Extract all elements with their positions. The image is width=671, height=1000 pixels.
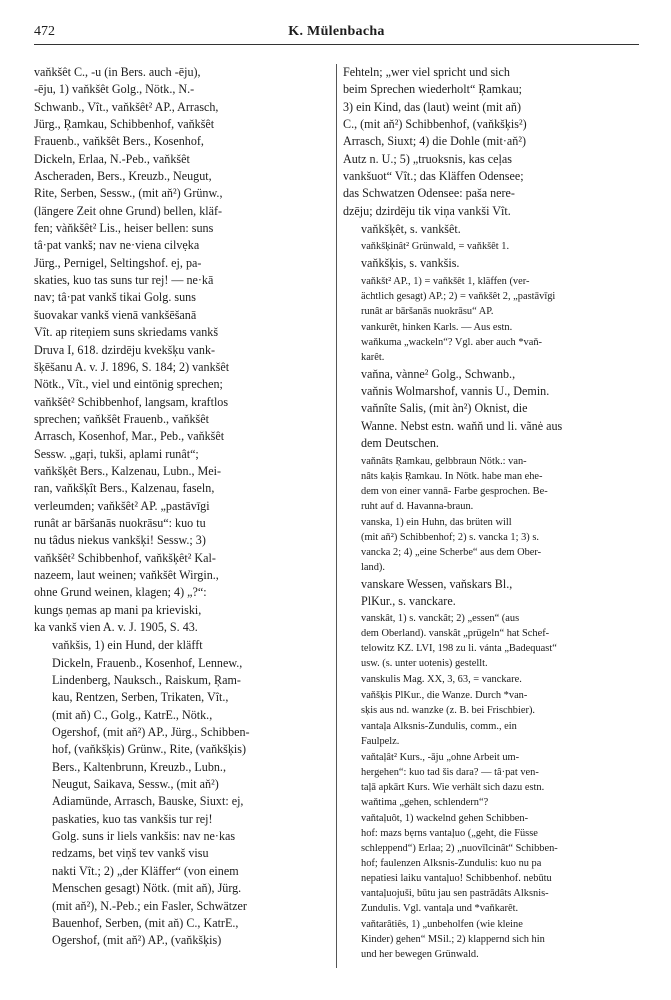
entry-line: nepatiesi laiku vantaļuo! Schibbenhof. nebūtu — [361, 873, 552, 885]
entry-line: ka vankš vien A. v. J. 1905, S. 43. — [34, 620, 198, 634]
entry-line: ohne Grund weinen, klagen; 4) „?“: — [34, 585, 207, 600]
right-column-entry — [343, 255, 639, 272]
entry-line: hof: mazs bẹrns vantaļuo („geht, die Füsse — [361, 828, 538, 840]
entry-line: Bers., Kaltenbrunn, Kreuzb., Lubn., — [52, 759, 226, 774]
entry-line: vanskare Wessen, vaňskars Bl., — [361, 576, 513, 591]
entry-line: runât ar bāršanās nuokrāsu“: kuo tu — [34, 515, 206, 530]
entry-line: fen; vàňkšêt² Lis., heiser bellen: suns — [34, 221, 214, 236]
entry-line: šuovakar vankš vienā vankšēšanā — [34, 307, 197, 322]
entry-line: hergehen“: kuo tad šis dara? — tâ·pat ven- — [361, 767, 539, 779]
entry-line: Kinder) gehen“ MSil.; 2) klappernd sich hin — [361, 934, 545, 946]
entry-line: Arrasch, Siuxt; 4) die Dohle (mit·aň²) — [343, 134, 526, 149]
entry-line: nu tâdus niekus vankšķi! Sessw.; 3) — [34, 533, 206, 548]
right-column-entry — [343, 64, 639, 220]
page-number: 472 — [34, 24, 55, 39]
entry-line: (mit aň) C., Golg., KatrE., Nötk., — [52, 707, 213, 722]
entry-line: vaňtarâtiês, 1) „unbeholfen (wie kleine — [361, 919, 523, 931]
right-column-entry — [343, 611, 639, 671]
entry-line: Adiamünde, Arrasch, Bauske, Siuxt: ej, — [52, 794, 244, 809]
page-header — [34, 20, 639, 45]
entry-line: dem von einer vannā- Farbe gesprochen. Be- — [361, 485, 548, 497]
entry-line: vaňkšt² AP., 1) = vaňkšêt 1, kläffen (ver- — [361, 275, 530, 287]
column-divider — [336, 64, 337, 968]
entry-line: Ogershof, (mit aň²) AP., Jürg., Schibben- — [52, 725, 250, 740]
right-column-entry — [343, 811, 639, 916]
entry-line: C., (mit aň²) Schibbenhof, (vaňkšķis²) — [343, 117, 527, 132]
entry-line: vaňnîte Salis, (mit àn²) Oknist, die — [361, 401, 528, 416]
entry-line: sprechen; vaňkšêt Frauenb., vaňkšêt — [34, 411, 209, 426]
entry-line: Lindenberg, Nauksch., Raiskum, Ŗam- — [52, 673, 241, 688]
entry-line: Wanne. Nebst estn. waňň und li. vãnė aus — [361, 418, 563, 433]
entry-line: vanskulis Mag. XX, 3, 63, = vanckare. — [361, 674, 522, 686]
entry-line: Druva I, 618. dzirdēju kvekšķu vank- — [34, 342, 216, 357]
right-column-entry — [343, 750, 639, 810]
entry-line: Rite, Serben, Sessw., (mit aň²) Grünw., — [34, 186, 223, 201]
entry-line: taļā apkārt Kurs. Wie verhält sich dazu estn. — [361, 782, 545, 794]
left-column — [34, 64, 330, 951]
entry-line: vaňtaļuôt, 1) wackelnd gehen Schibben- — [361, 813, 529, 825]
right-column-entry — [343, 320, 639, 365]
entry-line: karêt. — [361, 351, 385, 363]
entry-line: Ogershof, (mit aň²) AP., (vaňkšķis) — [52, 933, 222, 948]
entry-line: und her bewegen Grünwald. — [361, 949, 479, 961]
entry-line: vanska, 1) ein Huhn, das brüten will — [361, 516, 512, 528]
entry-line: Golg. suns ir liels vankšis: nav ne·kas — [52, 829, 236, 844]
entry-line: Fehteln; „wer viel spricht und sich — [343, 65, 510, 79]
entry-line: tâ·pat vankš; nav ne·viena cilvẹka — [34, 238, 200, 253]
entry-line: Frauenb., vaňkšêt Bers., Kosenhof, — [34, 134, 204, 149]
entry-line: Jürg., Ŗamkau, Schibbenhof, vaňkšêt — [34, 117, 215, 132]
right-column-entry — [343, 719, 639, 749]
entry-line: šķēšanu A. v. J. 1896, S. 184; 2) vankšêt — [34, 359, 230, 374]
entry-line: PlKur., s. vanckare. — [361, 593, 456, 608]
entry-line: skaties, kuo tas suns tur rej! — ne·kā — [34, 273, 214, 288]
entry-line: (mit aň²), N.-Peb.; ein Fasler, Schwätzer — [52, 898, 247, 913]
entry-line: Sessw. „gaŗi, tukši, aplami runât“; — [34, 446, 199, 461]
entry-line: Dickeln, Frauenb., Kosenhof, Lennew., — [52, 655, 243, 670]
entry-line: vaňkšķinât² Grünwald, = vaňkšêt 1. — [361, 241, 510, 253]
entry-line: vankurêt, hinken Karls. — Aus estn. — [361, 321, 513, 333]
entry-line: waňtima „gehen, schlendern“? — [361, 797, 489, 809]
entry-line: vaňkšis, 1) ein Hund, der kläfft — [52, 638, 203, 653]
left-column-entry — [34, 64, 330, 636]
right-column-entry — [343, 454, 639, 514]
right-column-entry — [343, 221, 639, 238]
entry-line: redzams, bet viņš tev vankš visu — [52, 846, 209, 861]
entry-line: Nötk., Vît., viel und eintönig sprechen; — [34, 377, 223, 392]
entry-line: vaňtaļât² Kurs., -āju „ohne Arbeit um- — [361, 752, 520, 764]
entry-line: ran, vaňkšķît Bers., Kalzenau, faseln, — [34, 481, 215, 496]
entry-line: -ēju, 1) vaňkšêt Golg., Nötk., N.- — [34, 82, 195, 97]
entry-line: Zundulis. Vgl. vantaļa und *vaňkarêt. — [361, 903, 519, 915]
entry-line: vanskât, 1) s. vanckât; 2) „essen“ (aus — [361, 613, 520, 625]
right-column-entry — [343, 917, 639, 962]
entry-line: Schwanb., Vît., vaňkšêt² AP., Arrasch, — [34, 99, 219, 114]
entry-line: ruht auf d. Havanna-braun. — [361, 500, 474, 512]
entry-line: Vît. ap riteņiem suns skriedams vankš — [34, 325, 219, 340]
running-title: K. Mülenbacha — [288, 24, 385, 39]
entry-line: dzēju; dzirdēju tik viņa vankši Vît. — [343, 203, 511, 218]
entry-line: vaňnis Wolmarshof, vannis U., Demin. — [361, 384, 550, 399]
entry-line: kau, Rentzen, Serben, Trikaten, Vît., — [52, 690, 229, 705]
entry-line: telowitz KZ. LVI, 198 zu li. vánta „Badequast“ — [361, 643, 557, 655]
entry-line: vankšuot“ Vît.; das Kläffen Odensee; — [343, 169, 524, 184]
entry-line: vancka 2; 4) „eine Scherbe“ aus dem Ober- — [361, 546, 542, 558]
entry-line: vaňna, vànne² Golg., Schwanb., — [361, 366, 516, 381]
entry-line: Neugut, Saikava, Sessw., (mit aň²) — [52, 777, 219, 792]
right-column-entry — [343, 688, 639, 718]
entry-line: nakti Vît.; 2) „der Kläffer“ (von einem — [52, 863, 239, 878]
entry-line: Jürg., Pernigel, Seltingshof. ej, pa- — [34, 255, 202, 270]
entry-line: nav; tâ·pat vankš tikai Golg. suns — [34, 290, 196, 305]
entry-line: vantaļuojuši, būtu jau sen pastrādâts Alksnis- — [361, 888, 549, 900]
entry-line: schleppend“) Erlaa; 2) „nuovīlcinât“ Schibben- — [361, 843, 558, 855]
entry-line: vaňkšķêt Bers., Kalzenau, Lubn., Mei- — [34, 463, 222, 478]
entry-line: Arrasch, Kosenhof, Mar., Peb., vaňkšêt — [34, 429, 225, 444]
entry-line: Dickeln, Erlaa, N.-Peb., vaňkšêt — [34, 151, 190, 166]
entry-line: waňkuma „wackeln“? Vgl. aber auch *vaň- — [361, 336, 542, 348]
entry-line: Faulpelz. — [361, 736, 400, 748]
entry-line: vaňkšêt² Schibbenhof, langsam, kraftlos — [34, 394, 229, 409]
entry-line: ächtlich gesagt) AP.; 2) = vaňkšêt 2, „pastāvīgi — [361, 290, 556, 302]
entry-line: dem Oberland). vanskât „prügeln“ hat Schef- — [361, 628, 550, 640]
entry-line: Menschen gesagt) Nötk. (mit aň), Jürg. — [52, 881, 242, 896]
right-column-entry — [343, 576, 639, 611]
entry-line: (längere Zeit ohne Grund) bellen, kläf- — [34, 203, 223, 218]
entry-line: vantaļa Alksnis-Zundulis, comm., ein — [361, 721, 517, 733]
entry-line: paskaties, kuo tas vankšis tur rej! — [52, 811, 213, 826]
right-column-entry — [343, 672, 639, 687]
entry-line: runât ar bāršanās nuokrāsu“ AP. — [361, 305, 494, 317]
right-column-entry — [343, 515, 639, 575]
entry-line: vaňkšêt C., -u (in Bers. auch -ēju), — [34, 65, 201, 79]
entry-line: vaňkšķis, s. vankšis. — [361, 256, 460, 271]
entry-line: hof; faulenzen Alksnis-Zundulis: kuo nu pa — [361, 858, 542, 870]
entry-line: Autz n. U.; 5) „truoksnis, kas ceļas — [343, 151, 512, 166]
entry-line: (mit aň²) Schibbenhof; 2) s. vancka 1; 3) s. — [361, 531, 539, 543]
right-column-entry — [343, 366, 639, 453]
entry-line: Ascheraden, Bers., Kreuzb., Neugut, — [34, 169, 212, 184]
entry-line: sķis aus nd. wanzke (z. B. bei Frischbier). — [361, 705, 536, 717]
right-column-entry — [343, 274, 639, 319]
entry-line: dem Deutschen. — [361, 436, 439, 451]
entry-line: land). — [361, 561, 385, 573]
right-column-entry — [343, 239, 639, 254]
left-column-entry — [34, 637, 330, 949]
entry-line: das Schwatzen Odensee: paša nere- — [343, 186, 515, 201]
entry-line: 3) ein Kind, das (laut) weint (mit aň) — [343, 99, 521, 114]
right-column — [343, 64, 639, 963]
entry-line: beim Sprechen wiederholt“ Ŗamkau; — [343, 82, 522, 97]
entry-line: vaňšķis PlKur., die Wanze. Durch *van- — [361, 690, 528, 702]
entry-line: hof, (vaňkšķis) Grünw., Rite, (vaňkšķis) — [52, 742, 247, 757]
entry-line: nâts kaķis Ŗamkau. In Nötk. habe man ehe- — [361, 470, 543, 482]
entry-line: usw. (s. unter uotenis) gestellt. — [361, 658, 488, 670]
entry-line: vaňnâts Ŗamkau, gelbbraun Nötk.: van- — [361, 455, 527, 467]
entry-line: vaňkšêt² Schibbenhof, vaňkšķêt² Kal- — [34, 550, 216, 565]
entry-line: Bauenhof, Serben, (mit aň) C., KatrE., — [52, 915, 239, 930]
entry-line: kungs ņemas ap mani pa krieviski, — [34, 602, 202, 617]
entry-line: verleumden; vaňkšêt² AP. „pastāvīgi — [34, 498, 210, 513]
entry-line: nazeem, laut weinen; vaňkšêt Wirgin., — [34, 567, 219, 582]
entry-line: vaňkšķêt, s. vankšêt. — [361, 222, 461, 237]
